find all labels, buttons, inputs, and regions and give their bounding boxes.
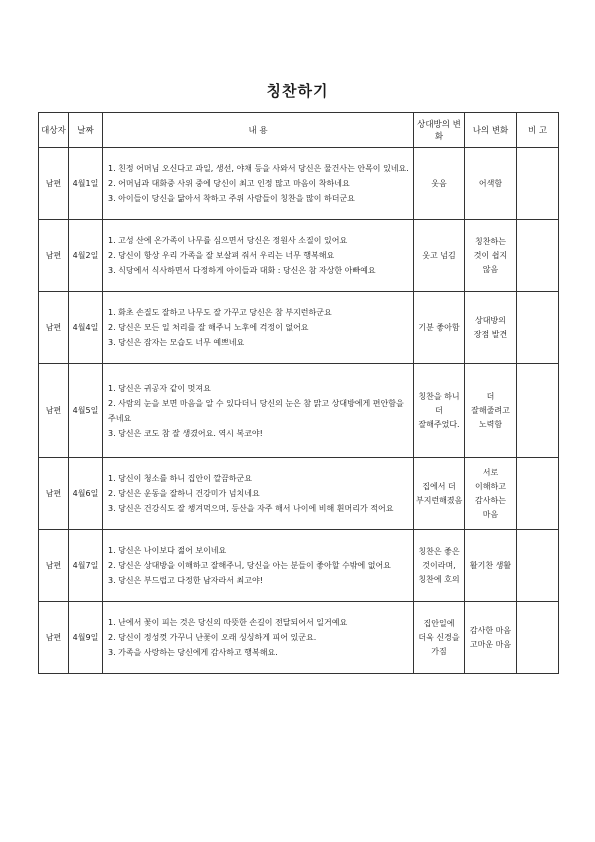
cell-partner-change — [414, 292, 465, 364]
header-date: 날짜 — [69, 113, 103, 148]
praise-table — [38, 112, 559, 674]
content-line: 2. 당신이 정성껏 가꾸니 난꽃이 오래 싱싱하게 피어 있군요. — [108, 633, 317, 642]
cell-my-change — [465, 220, 517, 292]
content-line: 2. 어머님과 대화중 사위 중에 당신이 최고 인정 많고 마음이 착하네요 — [108, 179, 350, 188]
cell-target-text: 남편 — [45, 488, 62, 498]
cell-target — [39, 602, 69, 674]
cell-partner-change-text: 웃음 — [431, 178, 447, 188]
cell-target — [39, 364, 69, 458]
content-line: 3. 당신은 부드럽고 다정한 남자라서 최고야! — [108, 576, 263, 585]
cell-content — [103, 292, 414, 364]
content-line: 2. 당신은 운동을 잘하니 건강미가 넘치네요 — [108, 489, 260, 498]
cell-target-text: 남편 — [45, 560, 62, 570]
content-line: 3. 아이들이 당신을 닮아서 착하고 주위 사람들이 칭찬을 많이 하더군요 — [108, 194, 355, 203]
cell-target-text: 남편 — [45, 178, 62, 188]
cell-content — [103, 530, 414, 602]
cell-partner-change-text: 칭찬을 하니 더 잘해주었다. — [418, 391, 460, 429]
cell-partner-change — [414, 364, 465, 458]
content-line: 3. 당신은 잠자는 모습도 너무 예쁘네요 — [108, 338, 245, 347]
cell-my-change-text: 서로 이해하고 감사하는 마음 — [475, 467, 506, 519]
cell-date-text: 4월7일 — [72, 560, 99, 570]
content-line: 1. 화초 손질도 잘하고 나무도 잘 가꾸고 당신은 참 부지런하군요 — [108, 308, 332, 317]
cell-my-change — [465, 292, 517, 364]
content-line: 3. 식당에서 식사하면서 다정하게 아이들과 대화 : 당신은 참 자상한 아빠예요 — [108, 266, 376, 275]
cell-date-text: 4월2일 — [72, 250, 99, 260]
table-row — [39, 292, 559, 364]
cell-date — [69, 602, 103, 674]
cell-content — [103, 220, 414, 292]
cell-date-text: 4월5일 — [72, 405, 99, 415]
header-note: 비 고 — [517, 113, 559, 148]
cell-target-text: 남편 — [45, 405, 62, 415]
content-line: 1. 당신은 귀공자 같이 멋져요 — [108, 383, 211, 393]
cell-date — [69, 292, 103, 364]
cell-target — [39, 148, 69, 220]
cell-partner-change-text: 기분 좋아함 — [418, 322, 460, 332]
header-target: 대상자 — [39, 113, 69, 148]
cell-date — [69, 458, 103, 530]
cell-my-change — [465, 148, 517, 220]
table-row — [39, 530, 559, 602]
cell-date-text: 4월4일 — [72, 322, 99, 332]
content-line: 1. 고성 산에 온가족이 나무를 심으면서 당신은 정원사 소질이 있어요 — [108, 236, 348, 245]
cell-content — [103, 364, 414, 458]
cell-my-change-text: 어색함 — [478, 178, 503, 188]
cell-note — [517, 458, 559, 530]
cell-note — [517, 292, 559, 364]
content-line: 1. 친정 어머님 오신다고 과일, 생선, 야채 등을 사와서 당신은 물건사는 안목이 있네요. — [108, 164, 409, 173]
cell-date — [69, 530, 103, 602]
cell-content — [103, 458, 414, 530]
cell-note — [517, 220, 559, 292]
cell-target — [39, 530, 69, 602]
cell-note — [517, 530, 559, 602]
content-line: 2. 당신은 상대방을 이해하고 잘해주니, 당신을 아는 분들이 좋아할 수밖에 없어요 — [108, 561, 391, 570]
cell-date-text: 4월1일 — [72, 178, 99, 188]
content-line: 1. 난에서 꽃이 피는 것은 당신의 따뜻한 손길이 전달되어서 일거예요 — [108, 618, 348, 627]
table-row — [39, 364, 559, 458]
cell-date — [69, 148, 103, 220]
cell-content — [103, 602, 414, 674]
content-line: 3. 가족을 사랑하는 당신에게 감사하고 행복해요. — [108, 648, 278, 657]
content-line: 2. 당신은 모든 일 처리를 잘 해주니 노후에 걱정이 없어요 — [108, 323, 309, 332]
cell-my-change-text: 상대방의 장점 발견 — [473, 315, 508, 339]
cell-my-change-text: 감사한 마음 고마운 마음 — [469, 625, 512, 649]
table-row — [39, 602, 559, 674]
content-line: 1. 당신은 나이보다 젊어 보이네요 — [108, 546, 227, 555]
cell-my-change — [465, 458, 517, 530]
cell-partner-change — [414, 148, 465, 220]
content-line: 3. 당신은 코도 참 잘 생겼어요. 역시 복코야! — [108, 428, 263, 438]
cell-note — [517, 364, 559, 458]
cell-partner-change — [414, 220, 465, 292]
cell-partner-change-text: 집안일에 더욱 신경을 가짐 — [418, 618, 460, 656]
cell-target-text: 남편 — [45, 632, 62, 642]
cell-note — [517, 602, 559, 674]
cell-partner-change-text: 웃고 넘김 — [422, 250, 456, 260]
cell-my-change — [465, 364, 517, 458]
cell-content — [103, 148, 414, 220]
header-content: 내 용 — [103, 113, 414, 148]
cell-date-text: 4월6일 — [72, 488, 99, 498]
header-row — [39, 113, 559, 148]
content-line: 2. 당신이 항상 우리 가족을 잘 보살펴 줘서 우리는 너무 행복해요 — [108, 251, 335, 260]
cell-target — [39, 458, 69, 530]
table-row — [39, 148, 559, 220]
cell-my-change-text: 칭찬하는 것이 쉽지 않음 — [473, 236, 508, 274]
header-partner-change: 상대방의 변화 — [414, 113, 465, 148]
content-line: 1. 당신이 청소를 하니 집안이 깔끔하군요 — [108, 474, 252, 483]
cell-date — [69, 220, 103, 292]
cell-partner-change-text: 집에서 더 부지런해졌음 — [416, 481, 463, 505]
cell-my-change — [465, 602, 517, 674]
cell-target-text: 남편 — [45, 322, 62, 332]
cell-target-text: 남편 — [45, 250, 62, 260]
header-my-change: 나의 변화 — [465, 113, 517, 148]
page-title: 칭찬하기 — [266, 82, 329, 100]
cell-target — [39, 292, 69, 364]
cell-my-change-text: 활기찬 생활 — [469, 560, 512, 570]
cell-partner-change — [414, 458, 465, 530]
table-row — [39, 220, 559, 292]
cell-partner-change-text: 칭찬은 좋은 것이라며, 칭찬에 호의 — [418, 546, 460, 584]
table-row — [39, 458, 559, 530]
content-line: 3. 당신은 건강식도 잘 챙겨먹으며, 등산을 자주 해서 나이에 비해 흰머리가 적어요 — [108, 504, 394, 513]
cell-partner-change — [414, 530, 465, 602]
cell-my-change-text: 더 잘해줄려고 노력함 — [471, 391, 510, 429]
cell-date-text: 4월9일 — [72, 632, 99, 642]
cell-note — [517, 148, 559, 220]
content-line: 2. 사람의 눈을 보면 마음을 알 수 있다더니 당신의 눈은 참 맑고 상대방에게 편안함을 주네요 — [108, 398, 404, 423]
cell-date — [69, 364, 103, 458]
cell-partner-change — [414, 602, 465, 674]
cell-target — [39, 220, 69, 292]
cell-my-change — [465, 530, 517, 602]
